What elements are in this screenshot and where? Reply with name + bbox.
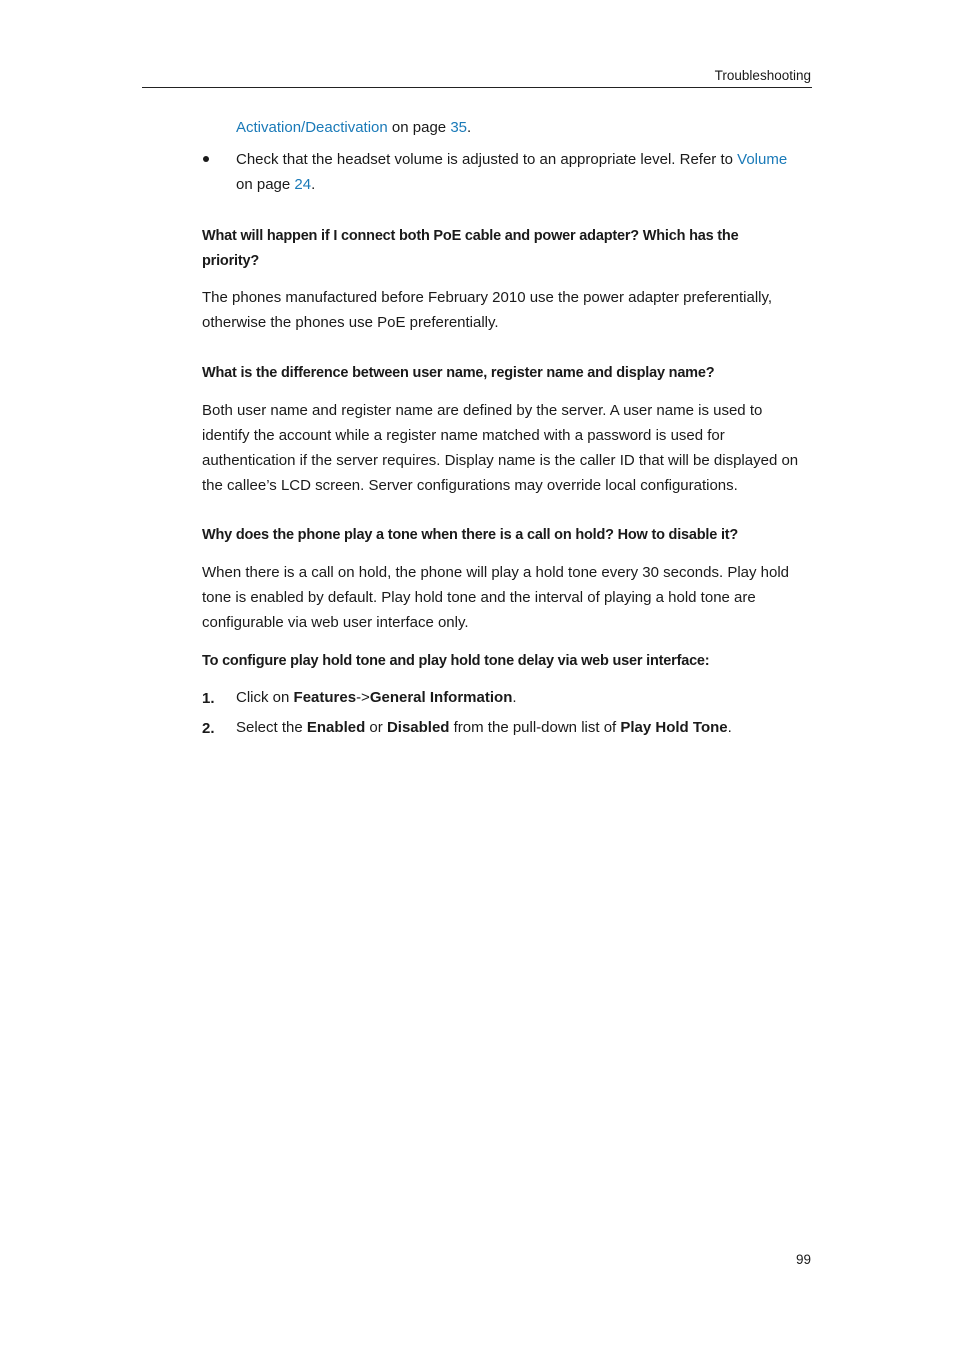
- menu-separator: ->: [356, 689, 370, 706]
- headset-bullet-item: [236, 147, 816, 197]
- bullet-text: Check that the headset volume is adjusted to an appropriate level. Refer to: [236, 151, 738, 168]
- bullet-reference-text: on page: [236, 176, 295, 193]
- step-text: Select the: [236, 719, 307, 736]
- step-1-number: 1.: [202, 690, 215, 707]
- faq-question-poe-priority: What will happen if I connect both PoE cable and power adapter? Which has the priority?: [202, 228, 739, 269]
- volume-link[interactable]: Volume: [737, 151, 788, 168]
- page-35-link[interactable]: 35: [450, 119, 467, 136]
- step-text: or: [365, 719, 387, 736]
- step-2-number: 2.: [202, 720, 215, 737]
- faq-answer-name-difference: Both user name and register name are defined by the server. A user name is used to identify the account while a register name matched with a password is used for authentication if the server requires. Display name is the caller ID that will be displayed on the callee’s LCD screen. Server configurations may override local configurations.: [202, 402, 799, 494]
- page-number: 99: [795, 1252, 811, 1267]
- reference-text: on page: [387, 119, 451, 136]
- procedure-title: To configure play hold tone and play hold tone delay via web user interface:: [202, 653, 710, 669]
- step-text: from the pull-down list of: [449, 719, 621, 736]
- activation-deactivation-link[interactable]: Activation/Deactivation: [236, 119, 388, 136]
- faq-answer-poe-priority: The phones manufactured before February 2010 use the power adapter preferentially, otherwise the phones use PoE preferentially.: [202, 289, 773, 331]
- faq-question-hold-tone: Why does the phone play a tone when there is a call on hold? How to disable it?: [202, 527, 739, 543]
- faq-question-name-difference: What is the difference between user name, register name and display name?: [202, 365, 715, 381]
- features-menu-label: Features: [293, 689, 357, 706]
- period: .: [311, 176, 316, 193]
- page-24-link[interactable]: 24: [294, 176, 312, 193]
- period: .: [727, 719, 732, 736]
- faq-answer-hold-tone: When there is a call on hold, the phone will play a hold tone every 30 seconds. Play hold tone is enabled by default. Play hold tone and the interval of playing a hold tone are configurable via web user interface only.: [202, 564, 790, 631]
- step-2-text: [236, 715, 816, 740]
- continued-reference-line: [236, 115, 471, 140]
- header-divider: [142, 87, 812, 88]
- step-text: Click on: [236, 689, 294, 706]
- enabled-option-label: Enabled: [306, 719, 366, 736]
- period: .: [467, 119, 472, 136]
- play-hold-tone-field-label: Play Hold Tone: [620, 719, 728, 736]
- running-header-title: Troubleshooting: [714, 68, 811, 83]
- bullet-icon: [203, 156, 209, 162]
- step-1-text: [236, 685, 816, 710]
- disabled-option-label: Disabled: [386, 719, 450, 736]
- general-information-menu-label: General Information: [369, 689, 513, 706]
- period: .: [512, 689, 517, 706]
